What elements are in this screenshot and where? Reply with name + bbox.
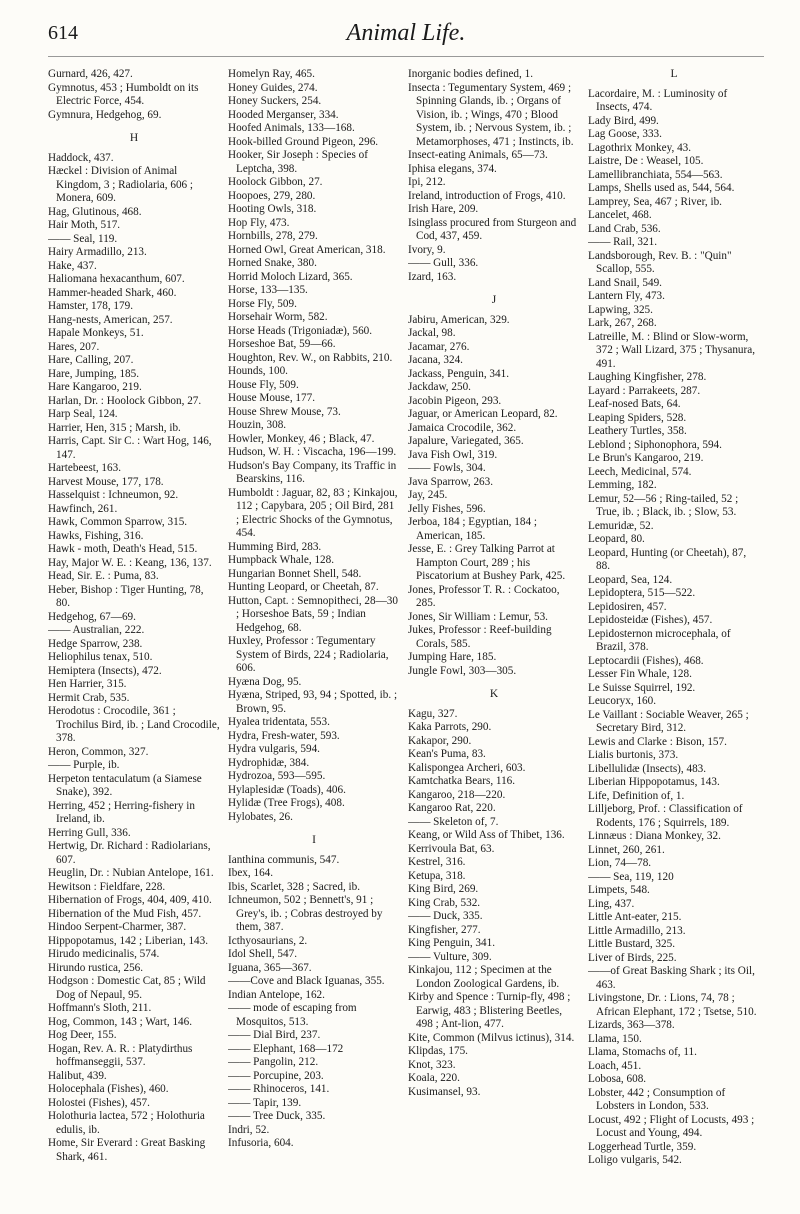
index-entry: Hasselquist : Ichneumon, 92. xyxy=(48,489,179,501)
index-entry: Lepidoptera, 515—522. xyxy=(588,587,696,599)
index-entry: Honey Suckers, 254. xyxy=(228,95,322,107)
index-entry: Leaping Spiders, 528. xyxy=(588,411,687,424)
index-entry: Lagothrix Monkey, 43. xyxy=(588,141,692,154)
index-entry: Hay, Major W. E. : Keang, 136, 137. xyxy=(48,556,212,569)
index-entry: Hartebeest, 163. xyxy=(48,462,122,474)
index-entry: Insecta : Tegumentary System, 469 ; Spinning Glands, ib. ; Organs of Vision, ib. ; Wings, 470 ; Blood System, ib. ; Nervous System, ib. ; Metamorphoses, 471 ; Instincts, ib. xyxy=(408,81,574,148)
index-entry: Heliophilus tenax, 510. xyxy=(48,651,153,663)
index-entry: Llama, Stomachs of, 11. xyxy=(588,1046,697,1058)
index-entry: Lion, 74—78. xyxy=(588,857,652,869)
index-entry: —— Porcupine, 203. xyxy=(228,1069,324,1082)
index-entry: Houzin, 308. xyxy=(228,419,287,431)
index-entry: Hawks, Fishing, 316. xyxy=(48,529,144,542)
index-entry: Landsborough, Rev. B. : "Quin" Scallop, 555. xyxy=(588,249,732,275)
index-entry: Hawk, Common Sparrow, 315. xyxy=(48,516,188,528)
index-entry: Jumping Hare, 185. xyxy=(408,651,497,663)
index-entry: Lemuridæ, 52. xyxy=(588,519,654,532)
index-entry: Indri, 52. xyxy=(228,1123,270,1136)
index-entry: Ivory, 9. xyxy=(408,243,446,256)
index-entry: King Penguin, 341. xyxy=(408,937,496,949)
index-entry: Horned Snake, 380. xyxy=(228,257,317,269)
index-entry: Kagu, 327. xyxy=(408,707,458,720)
index-entry: Leopard, Hunting (or Cheetah), 87, 88. xyxy=(588,546,747,572)
index-entry: Houghton, Rev. W., on Rabbits, 210. xyxy=(228,351,393,364)
index-entry: Jukes, Professor : Reef-building Corals, 585. xyxy=(408,624,552,650)
index-entry: Java Fish Owl, 319. xyxy=(408,448,498,461)
index-entry: Hog Deer, 155. xyxy=(48,1029,117,1041)
index-entry: Hedge Sparrow, 238. xyxy=(48,637,143,650)
index-entry: Hedgehog, 67—69. xyxy=(48,610,136,623)
index-entry: Jay, 245. xyxy=(408,489,448,501)
index-entry: Lancelet, 468. xyxy=(588,209,652,221)
index-entry: Leopard, 80. xyxy=(588,533,645,545)
index-entry: Hirudo medicinalis, 574. xyxy=(48,948,160,960)
index-entry: Lilljeborg, Prof. : Classification of Rodents, 176 ; Squirrels, 189. xyxy=(588,803,743,829)
section-letter: H xyxy=(129,132,139,144)
index-entry: Lemur, 52—56 ; Ring-tailed, 52 ; True, ib. ; Black, ib. ; Slow, 53. xyxy=(588,492,739,518)
index-entry: Hare Kangaroo, 219. xyxy=(48,381,142,393)
index-entry: Laughing Kingfisher, 278. xyxy=(588,371,707,383)
index-entry: Insect-eating Animals, 65—73. xyxy=(408,149,548,161)
index-entry: Hydrophidæ, 384. xyxy=(228,756,310,769)
index-entry: Harvest Mouse, 177, 178. xyxy=(48,475,164,488)
index-entry: Limpets, 548. xyxy=(588,884,650,896)
index-entry: Kingfisher, 277. xyxy=(408,923,481,936)
index-entry: Homelyn Ray, 465. xyxy=(228,68,315,80)
index-entry: Kamtchatka Bears, 116. xyxy=(408,775,516,787)
index-entry: Jones, Professor T. R. : Cockatoo, 285. xyxy=(408,583,560,609)
index-entry: Kangaroo Rat, 220. xyxy=(408,802,496,814)
index-entry: Lepidosiren, 457. xyxy=(588,600,667,613)
index-entry: Laistre, De : Weasel, 105. xyxy=(588,155,704,167)
index-entry: Hogan, Rev. A. R. : Platydirthus hoffmanseggii, 537. xyxy=(48,1042,193,1068)
index-entry: Land Crab, 536. xyxy=(588,222,661,235)
index-entry: Kaka Parrots, 290. xyxy=(408,721,492,733)
index-entry: Iphisa elegans, 374. xyxy=(408,162,497,175)
index-entry: Le Vaillant : Sociable Weaver, 265 ; Secretary Bird, 312. xyxy=(588,708,749,734)
index-entry: ——Cove and Black Iguanas, 355. xyxy=(228,975,385,987)
index-entry: Hounds, 100. xyxy=(228,365,288,377)
section-letter: L xyxy=(670,68,678,80)
index-entry: Klipdas, 175. xyxy=(408,1045,468,1057)
index-entry: Little Armadillo, 213. xyxy=(588,924,686,937)
index-entry: Hutton, Capt. : Semnopitheci, 28—30 ; Horseshoe Bats, 59 ; Indian Hedgehog, 68. xyxy=(228,594,398,634)
index-entry: Linnæus : Diana Monkey, 32. xyxy=(588,830,721,842)
index-entry: Hammer-headed Shark, 460. xyxy=(48,286,177,299)
index-entry: Lesser Fin Whale, 128. xyxy=(588,668,692,680)
index-entry: Home, Sir Everard : Great Basking Shark, 461. xyxy=(48,1137,206,1163)
index-entry: Hyæna, Striped, 93, 94 ; Spotted, ib. ; Brown, 95. xyxy=(228,689,398,715)
index-entry: Inorganic bodies defined, 1. xyxy=(408,68,533,80)
index-entry: —— Dial Bird, 237. xyxy=(228,1029,321,1041)
index-entry: Hydra vulgaris, 594. xyxy=(228,743,320,755)
index-entry: Le Brun's Kangaroo, 219. xyxy=(588,452,704,464)
index-entry: —— Purple, ib. xyxy=(48,759,120,771)
index-entry: Herodotus : Crocodile, 361 ; Trochilus Bird, ib. ; Land Crocodile, 378. xyxy=(48,705,220,744)
index-entry: Hindoo Serpent-Charmer, 387. xyxy=(48,921,187,933)
index-entry: Heuglin, Dr. : Nubian Antelope, 161. xyxy=(48,867,214,879)
index-entry: Hewitson : Fieldfare, 228. xyxy=(48,880,166,893)
index-entry: Herring, 452 ; Herring-fishery in Ireland, ib. xyxy=(48,799,195,825)
index-entry: Koala, 220. xyxy=(408,1072,460,1084)
index-entry: Hooting Owls, 318. xyxy=(228,203,317,215)
index-entry: Izard, 163. xyxy=(408,270,457,283)
index-entry: Humming Bird, 283. xyxy=(228,540,322,553)
index-entry: Kestrel, 316. xyxy=(408,856,466,868)
index-entry: Locust, 492 ; Flight of Locusts, 493 ; Locust and Young, 494. xyxy=(588,1113,755,1139)
index-entry: Jacobin Pigeon, 293. xyxy=(408,394,502,407)
index-entry: Hudson, W. H. : Viscacha, 196—199. xyxy=(228,446,397,458)
index-entry: —— Elephant, 168—172 xyxy=(228,1042,344,1055)
index-entry: Kirby and Spence : Turnip-fly, 498 ; Earwig, 483 ; Blistering Beetles, 498 ; Ant-lion, 477. xyxy=(408,991,571,1030)
index-entry: Kangaroo, 218—220. xyxy=(408,788,506,801)
index-entry: Humpback Whale, 128. xyxy=(228,554,335,566)
index-entry: Hen Harrier, 315. xyxy=(48,678,127,690)
index-entry: Layard : Parrakeets, 287. xyxy=(588,384,701,397)
index-entry: Hare, Calling, 207. xyxy=(48,354,134,366)
index-entry: Jelly Fishes, 596. xyxy=(408,502,486,515)
index-entry: Liver of Birds, 225. xyxy=(588,951,677,964)
index-entry: —— Tree Duck, 335. xyxy=(228,1110,326,1122)
index-entry: Hæckel : Division of Animal Kingdom, 3 ; Radiolaria, 606 ; Monera, 609. xyxy=(48,165,194,204)
index-entry: Jaguar, or American Leopard, 82. xyxy=(408,408,558,420)
index-column-3 xyxy=(408,68,580,1206)
index-entry: Kerrivoula Bat, 63. xyxy=(408,842,495,855)
index-entry: —— Gull, 336. xyxy=(408,257,479,269)
index-entry: Honey Guides, 274. xyxy=(228,81,318,94)
running-title: Animal Life. xyxy=(346,20,466,46)
section-letter: J xyxy=(491,294,497,306)
index-entry: Kite, Common (Milvus ictinus), 314. xyxy=(408,1031,575,1044)
index-entry: Hawfinch, 261. xyxy=(48,502,118,515)
index-entry: Le Suisse Squirrel, 192. xyxy=(588,681,696,694)
index-entry: Infusoria, 604. xyxy=(228,1137,294,1149)
index-entry: Knot, 323. xyxy=(408,1058,456,1071)
index-entry: Hairy Armadillo, 213. xyxy=(48,246,147,258)
index-entry: Horrid Moloch Lizard, 365. xyxy=(228,270,353,283)
index-entry: Gymnura, Hedgehog, 69. xyxy=(48,108,162,121)
index-entry: Jackdaw, 250. xyxy=(408,381,471,393)
index-entry: Liberian Hippopotamus, 143. xyxy=(588,776,720,788)
index-entry: Leaf-nosed Bats, 64. xyxy=(588,398,681,410)
index-entry: —— Vulture, 309. xyxy=(408,950,492,963)
index-entry: Hylobates, 26. xyxy=(228,810,293,823)
index-entry: Ketupa, 318. xyxy=(408,869,466,882)
index-columns xyxy=(48,68,764,1206)
index-entry: Head, Sir. E. : Puma, 83. xyxy=(48,570,159,582)
index-entry: Hare, Jumping, 185. xyxy=(48,367,140,380)
index-entry: Horse Fly, 509. xyxy=(228,297,297,310)
index-entry: Lapwing, 325. xyxy=(588,303,653,316)
index-entry: Ichneumon, 502 ; Bennett's, 91 ; Grey's, ib. ; Cobras destroyed by them, 387. xyxy=(228,894,383,933)
index-entry: Lamellibranchiata, 554—563. xyxy=(588,168,723,181)
index-entry: Hares, 207. xyxy=(48,340,100,353)
index-entry: —— Pangolin, 212. xyxy=(228,1056,319,1068)
index-entry: Jabiru, American, 329. xyxy=(408,313,510,326)
index-entry: Leopard, Sea, 124. xyxy=(588,573,673,586)
index-entry: Kean's Puma, 83. xyxy=(408,748,486,760)
index-entry: Hungarian Bonnet Shell, 548. xyxy=(228,567,362,580)
index-entry: Jamaica Crocodile, 362. xyxy=(408,421,517,434)
index-entry: Land Snail, 549. xyxy=(588,276,662,289)
index-entry: Hoopoes, 279, 280. xyxy=(228,189,316,202)
index-entry: Herring Gull, 336. xyxy=(48,826,131,839)
index-entry: Hylaplesidæ (Toads), 406. xyxy=(228,783,346,796)
index-entry: Icthyosaurians, 2. xyxy=(228,934,308,947)
index-entry: ——of Great Basking Shark ; its Oil, 463. xyxy=(588,965,755,991)
index-entry: Lark, 267, 268. xyxy=(588,317,657,329)
index-entry: Hodgson : Domestic Cat, 85 ; Wild Dog of Nepaul, 95. xyxy=(48,975,206,1001)
index-entry: —— Australian, 222. xyxy=(48,624,145,636)
index-entry: Haliomana hexacanthum, 607. xyxy=(48,273,185,285)
index-entry: Hemiptera (Insects), 472. xyxy=(48,664,162,677)
index-entry: Holothuria lactea, 572 ; Holothuria edulis, ib. xyxy=(48,1110,205,1136)
index-entry: King Crab, 532. xyxy=(408,896,481,909)
index-entry: Ibis, Scarlet, 328 ; Sacred, ib. xyxy=(228,880,361,893)
index-column-2 xyxy=(228,68,400,1206)
index-entry: Little Ant-eater, 215. xyxy=(588,911,682,923)
index-entry: Hair Moth, 517. xyxy=(48,219,121,231)
index-entry: —— Skeleton of, 7. xyxy=(408,815,499,828)
index-entry: Gurnard, 426, 427. xyxy=(48,68,133,80)
index-entry: Huxley, Professor : Tegumentary System of Birds, 224 ; Radiolaria, 606. xyxy=(228,635,389,674)
section-letter: I xyxy=(312,834,316,846)
index-entry: Hop Fly, 473. xyxy=(228,216,290,229)
index-entry: Jesse, E. : Grey Talking Parrot at Hampton Court, 289 ; his Piscatorium at Bushey Park, 425. xyxy=(408,543,566,582)
index-entry: Keang, or Wild Ass of Thibet, 136. xyxy=(408,829,565,841)
index-entry: Harlan, Dr. : Hoolock Gibbon, 27. xyxy=(48,394,202,407)
index-entry: Lamps, Shells used as, 544, 564. xyxy=(588,182,735,194)
index-entry: Hook-billed Ground Pigeon, 296. xyxy=(228,135,379,148)
index-entry: —— Rail, 321. xyxy=(588,236,657,248)
index-entry: Hoffmann's Sloth, 211. xyxy=(48,1002,152,1014)
index-entry: Leptocardii (Fishes), 468. xyxy=(588,654,704,667)
index-entry: Hyæna Dog, 95. xyxy=(228,675,302,688)
index-entry: Horsehair Worm, 582. xyxy=(228,311,328,323)
index-entry: Lizards, 363—378. xyxy=(588,1019,675,1031)
index-entry: Hibernation of Frogs, 404, 409, 410. xyxy=(48,894,212,906)
index-entry: Hooded Merganser, 334. xyxy=(228,108,339,121)
index-entry: —— Duck, 335. xyxy=(408,910,483,922)
index-entry: Hapale Monkeys, 51. xyxy=(48,327,144,339)
index-entry: Jackal, 98. xyxy=(408,327,456,339)
index-entry: Leucoryx, 160. xyxy=(588,695,657,707)
index-entry: Haddock, 437. xyxy=(48,151,114,164)
index-entry: Harrier, Hen, 315 ; Marsh, ib. xyxy=(48,421,181,434)
index-entry: Indian Antelope, 162. xyxy=(228,988,325,1001)
index-entry: Hawk - moth, Death's Head, 515. xyxy=(48,543,198,555)
index-entry: Idol Shell, 547. xyxy=(228,948,297,960)
index-entry: Jacamar, 276. xyxy=(408,340,470,353)
index-entry: Hamster, 178, 179. xyxy=(48,300,133,312)
index-entry: Lamprey, Sea, 467 ; River, ib. xyxy=(588,195,722,208)
index-entry: Lepidosternon microcephala, of Brazil, 378. xyxy=(588,627,731,653)
index-entry: Lewis and Clarke : Bison, 157. xyxy=(588,735,727,748)
index-entry: Lepidosteidæ (Fishes), 457. xyxy=(588,614,713,626)
index-entry: Libellulidæ (Insects), 483. xyxy=(588,762,707,775)
index-entry: Leech, Medicinal, 574. xyxy=(588,465,692,478)
index-entry: House Shrew Mouse, 73. xyxy=(228,405,341,418)
index-entry: King Bird, 269. xyxy=(408,883,479,895)
index-entry: Hornbills, 278, 279. xyxy=(228,230,318,242)
index-entry: Howler, Monkey, 46 ; Black, 47. xyxy=(228,432,375,445)
index-entry: Hippopotamus, 142 ; Liberian, 143. xyxy=(48,934,209,947)
index-entry: Hang-nests, American, 257. xyxy=(48,313,173,326)
index-entry: Horse Heads (Trigoniadæ), 560. xyxy=(228,324,373,337)
index-entry: Horse, 133—135. xyxy=(228,284,308,296)
index-entry: Holostei (Fishes), 457. xyxy=(48,1096,150,1109)
index-entry: Hog, Common, 143 ; Wart, 146. xyxy=(48,1015,193,1028)
index-entry: Linnet, 260, 261. xyxy=(588,843,665,856)
index-entry: Loggerhead Turtle, 359. xyxy=(588,1140,697,1153)
index-column-1 xyxy=(48,68,220,1206)
index-entry: Heber, Bishop : Tiger Hunting, 78, 80. xyxy=(48,583,204,609)
index-entry: Hoofed Animals, 133—168. xyxy=(228,122,355,134)
index-entry: Lobosa, 608. xyxy=(588,1073,647,1085)
index-entry: Heron, Common, 327. xyxy=(48,745,149,758)
index-entry: Hylidæ (Tree Frogs), 408. xyxy=(228,797,345,809)
index-entry: Lialis burtonis, 373. xyxy=(588,749,679,761)
index-entry: House Mouse, 177. xyxy=(228,392,316,404)
index-page xyxy=(48,16,764,1206)
index-entry: Harp Seal, 124. xyxy=(48,408,118,420)
index-column-4 xyxy=(588,68,760,1206)
index-entry: Hooker, Sir Joseph : Species of Leptcha, 398. xyxy=(228,149,368,175)
index-entry: Lemming, 182. xyxy=(588,479,657,491)
index-entry: —— Fowls, 304. xyxy=(408,462,486,474)
index-entry: Jackass, Penguin, 341. xyxy=(408,367,509,380)
index-entry: —— mode of escaping from Mosquitos, 513. xyxy=(228,1002,357,1028)
index-entry: Jungle Fowl, 303—305. xyxy=(408,664,517,677)
index-entry: Harris, Capt. Sir C. : Wart Hog, 146, 147. xyxy=(48,435,212,461)
index-entry: Kusimansel, 93. xyxy=(408,1085,481,1098)
index-entry: Horned Owl, Great American, 318. xyxy=(228,243,386,256)
index-entry: Ipi, 212. xyxy=(408,176,446,188)
index-entry: Llama, 150. xyxy=(588,1032,642,1045)
index-entry: Loach, 451. xyxy=(588,1059,642,1072)
index-entry: Ibex, 164. xyxy=(228,867,274,879)
index-entry: Iguana, 365—367. xyxy=(228,961,312,974)
index-entry: Hag, Glutinous, 468. xyxy=(48,205,142,218)
index-entry: Latreille, M. : Blind or Slow-worm, 372 ; Wall Lizard, 375 ; Thysanura, 491. xyxy=(588,330,756,370)
page-header xyxy=(48,16,764,57)
index-entry: Horseshoe Bat, 59—66. xyxy=(228,338,336,350)
index-entry: Gymnotus, 453 ; Humboldt on its Electric Force, 454. xyxy=(48,81,199,107)
index-entry: Lady Bird, 499. xyxy=(588,114,659,127)
index-entry: —— Seal, 119. xyxy=(48,232,118,245)
index-entry: Hertwig, Dr. Richard : Radiolarians, 607. xyxy=(48,840,211,866)
index-entry: Loligo vulgaris, 542. xyxy=(588,1154,682,1166)
index-entry: Japalure, Variegated, 365. xyxy=(408,435,524,447)
index-entry: Herpeton tentaculatum (a Siamese Snake), 392. xyxy=(48,772,202,798)
index-entry: Humboldt : Jaguar, 82, 83 ; Kinkajou, 112 ; Capybara, 205 ; Oil Bird, 281 ; Electric Shocks of the Gymnotus, 454. xyxy=(228,486,398,539)
index-entry: Jones, Sir William : Lemur, 53. xyxy=(408,610,548,623)
index-entry: Holocephala (Fishes), 460. xyxy=(48,1083,169,1095)
index-entry: Ling, 437. xyxy=(588,897,635,910)
index-entry: Livingstone, Dr. : Lions, 74, 78 ; African Elephant, 172 ; Tsetse, 510. xyxy=(588,992,757,1018)
index-entry: Leblond ; Siphonophora, 594. xyxy=(588,438,722,451)
index-entry: Life, Definition of, 1. xyxy=(588,789,685,802)
index-entry: Hibernation of the Mud Fish, 457. xyxy=(48,907,202,920)
index-entry: Hudson's Bay Company, its Traffic in Bearskins, 116. xyxy=(228,459,397,485)
index-entry: Hyalea tridentata, 553. xyxy=(228,716,330,728)
index-entry: House Fly, 509. xyxy=(228,378,299,391)
index-entry: Hydra, Fresh-water, 593. xyxy=(228,729,340,742)
index-entry: —— Sea, 119, 120 xyxy=(588,870,674,883)
index-entry: Jerboa, 184 ; Egyptian, 184 ; American, 185. xyxy=(408,516,537,542)
index-entry: Jacana, 324. xyxy=(408,354,463,366)
index-entry: Hunting Leopard, or Cheetah, 87. xyxy=(228,581,379,593)
index-entry: —— Rhinoceros, 141. xyxy=(228,1083,330,1095)
index-entry: Leathery Turtles, 358. xyxy=(588,425,687,437)
index-entry: Kinkajou, 112 ; Specimen at the London Zoological Gardens, ib. xyxy=(408,964,560,990)
page-number: 614 xyxy=(48,22,78,44)
index-entry: Little Bustard, 325. xyxy=(588,938,676,950)
index-entry: Ianthina communis, 547. xyxy=(228,853,340,866)
index-entry: Hydrozoa, 593—595. xyxy=(228,770,326,782)
index-entry: Lantern Fly, 473. xyxy=(588,290,665,302)
index-entry: Halibut, 439. xyxy=(48,1069,107,1082)
index-entry: Java Sparrow, 263. xyxy=(408,475,494,488)
index-entry: Isinglass procured from Sturgeon and Cod, 437, 459. xyxy=(408,216,577,242)
index-entry: Kakapor, 290. xyxy=(408,734,472,747)
index-entry: Kalispongea Archeri, 603. xyxy=(408,761,526,774)
index-entry: Irish Hare, 209. xyxy=(408,203,479,215)
index-entry: Hake, 437. xyxy=(48,259,97,272)
index-entry: Lag Goose, 333. xyxy=(588,128,662,140)
index-entry: Hoolock Gibbon, 27. xyxy=(228,176,323,188)
index-entry: —— Tapir, 139. xyxy=(228,1096,302,1109)
index-entry: Lacordaire, M. : Luminosity of Insects, 474. xyxy=(588,87,728,113)
index-entry: Ireland, introduction of Frogs, 410. xyxy=(408,189,566,202)
index-entry: Lobster, 442 ; Consumption of Lobsters in London, 533. xyxy=(588,1086,726,1112)
index-entry: Hermit Crab, 535. xyxy=(48,691,130,704)
index-entry: Hirundo rustica, 256. xyxy=(48,961,144,974)
section-letter: K xyxy=(489,688,499,700)
